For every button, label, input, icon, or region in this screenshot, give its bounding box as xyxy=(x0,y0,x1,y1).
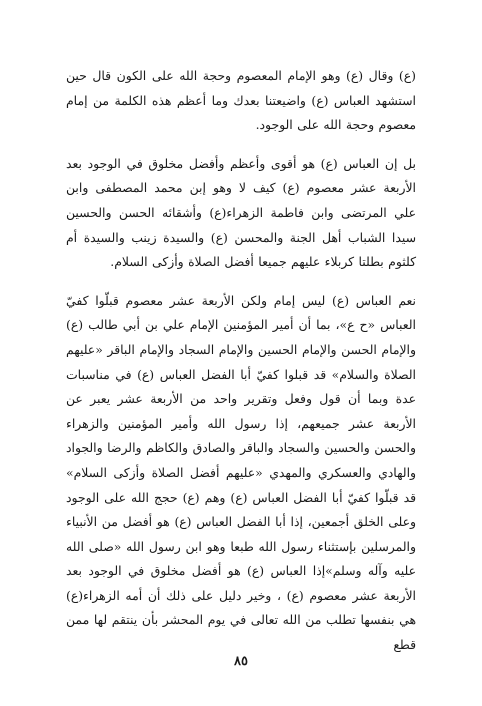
page-number: ٨٥ xyxy=(234,654,248,669)
paragraph-3: نعم العباس (ع) ليس إمام ولكن الأربعة عشر معصوم قبلّوا كفيّ العباس «ح ع»، بما أن أمير المؤمنين الإمام علي بن أبي طالب (ع) والإمام الحسن والإمام الحسين والإمام السجاد والإمام الباقر «عليهم الصلاة والسلام» قد قبلوا كفيّ أبا الفضل العباس (ع) في مناسبات عدة وبما أن قول وفعل وتقرير واحد من الأربعة عشر يعبر عن الأربعة عشر جميعهم، إذا رسول الله وأمير المؤمنين والزهراء والحسن والحسين والسجاد والباقر والصادق والكاظم والرضا والجواد والهادي والعسكري والمهدي «عليهم أفضل الصلاة وأزكى السلام» قد قبلّوا كفيّ أبا الفضل العباس (ع) وهم (ع) حجج الله على الوجود وعلى الخلق أجمعين، إذا أبا الفضل العباس (ع) هو أفضل من الأنبياء والمرسلين بإستثناء رسول الله طبعا وهو ابن رسول الله «صلى الله عليه وآله وسلم»إذا العباس (ع) هو أفضل مخلوق في الوجود بعد الأربعة عشر معصوم (ع) ، وخير دليل على ذلك أن أمه الزهراء(ع) هي بنفسها تطلب من الله تعالى في يوم المحشر بأن ينتقم لها ممن قطع xyxy=(66,292,416,653)
paragraph-1: (ع) وقال (ع) وهو الإمام المعصوم وحجة الله على الكون قال حين استشهد العباس (ع) واضيعتنا بعدك وما أعظم هذه الكلمة من إمام معصوم وحجة الله على الوجود. xyxy=(66,68,416,133)
page-body-text xyxy=(66,64,416,658)
paragraph-2: بل إن العباس (ع) هو أقوى وأعظم وأفضل مخلوق في الوجود بعد الأربعة عشر معصوم (ع) كيف لا وهو إبن محمد المصطفى وابن علي المرتضى وابن فاطمة الزهراء(ع) وأشقائه الحسن والحسين سيدا الشباب أهل الجنة والمحسن (ع) والسيدة زينب والسيدة أم كلثوم بطلتا كربلاء عليهم جميعا أفضل الصلاة وأزكى السلام. xyxy=(66,155,416,270)
